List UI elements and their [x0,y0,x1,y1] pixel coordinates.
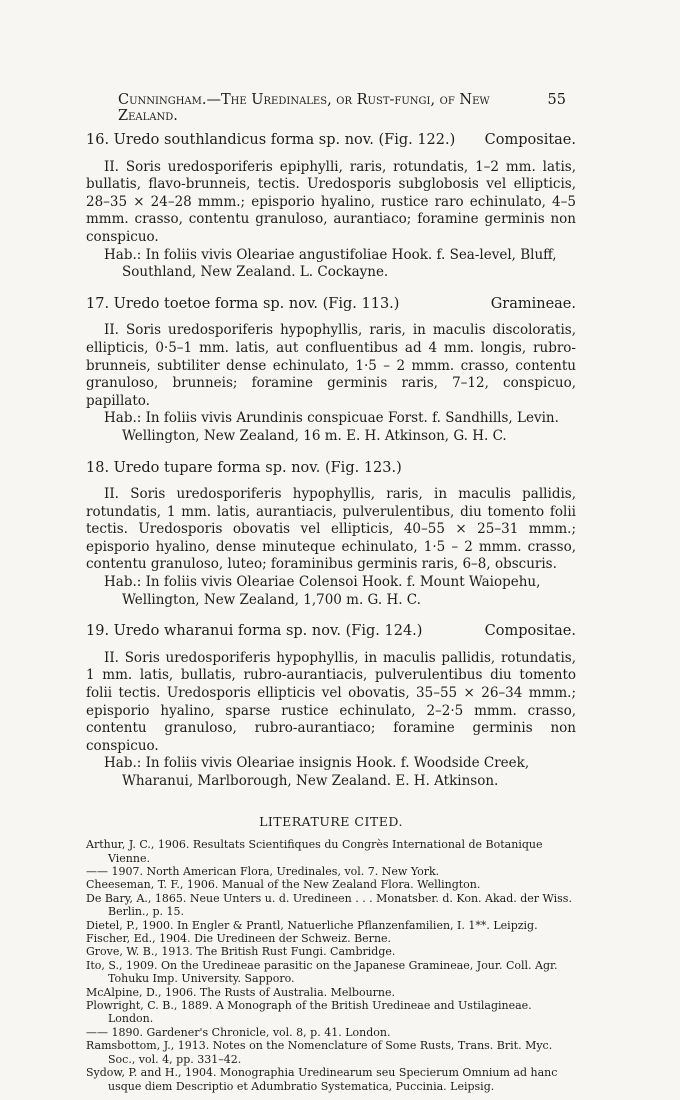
species-title: 19. Uredo wharanui forma sp. nov. (Fig. 124.) [86,623,423,640]
species-title: 16. Uredo southlandicus forma sp. nov. (Fig. 122.) [86,132,456,148]
reference-item: Dietel, P., 1900. In Engler & Prantl, Natuerliche Pflanzenfamilien, I. 1**. Leipzig. [86,918,538,932]
reference-item: —— 1907. North American Flora, Uredinales, vol. 7. New York. [86,865,440,878]
reference-item: Fischer, Ed., 1904. Die Uredineen der Schweiz. Berne. [86,932,392,946]
running-header [118,92,566,124]
species-description: II. Soris uredosporiferis hypophyllis, raris, in maculis pallidis, rotundatis, 1 mm. latis, aurantiacis, pulverulentibus, diu tomento folii tectis. Uredosporis obovatis vel ellipticis, 40–55 × 25–31 mmm.; episporio hyalino, dense minuteque echinulato, 1·5 – 2 mmm. crasso, contentu granuloso, luteo; foraminibus germinis raris, 6–8, obscuris. [86,486,576,573]
species-entry [86,623,576,790]
reference-item: Cheeseman, T. F., 1906. Manual of the New Zealand Flora. Wellington. [86,878,481,892]
species-title: 17. Uredo toetoe forma sp. nov. (Fig. 113.) [86,295,400,312]
reference-item: Sydow, P. and H., 1904. Monographia Uredinearum seu Specierum Omnium ad hanc usque diem Descriptio et Adumbratio Systematica, Puccinia. Leipsig. [86,1066,558,1093]
species-habitat: Hab.: In foliis vivis Oleariae insignis Hook. f. Woodside Creek, Wharanui, Marlborough, New Zealand. E. H. Atkinson. [104,755,530,789]
species-description: II. Soris uredosporiferis hypophyllis, raris, in maculis discoloratis, ellipticis, 0·5–1 mm. latis, aut confluentibus ad 4 mm. longis, rubro-brunneis, subtiliter dense echinulato, 1·5 – 2 mmm. crasso, contentu granuloso, brunneis; foramine germinis raris, 7–12, conspicuo, papillato. [86,322,576,409]
page-number: 55 [547,92,566,108]
species-family: Gramineae. [490,295,576,312]
species-entry [86,132,576,282]
species-description: II. Soris uredosporiferis hypophyllis, in maculis pallidis, rotundatis, 1 mm. latis, bullatis, rubro-aurantiacis, pulverulentibus diu tomento folii tectis. Uredosporis ellipticis vel obovatis, 35–55 × 26–34 mmm.; episporio hyalino, sparse rustice echinulato, 2–2·5 mmm. crasso, contentu granuloso, rubro-aurantiaco; foramine germinis non conspicuo. [86,649,576,754]
reference-item: Plowright, C. B., 1889. A Monograph of the British Uredineae and Ustilagineae. London. [86,999,532,1026]
reference-item: Ito, S., 1909. On the Uredineae parasitic on the Japanese Gramineae, Jour. Coll. Agr. Tohuku Imp. University. Sapporo. [86,958,558,986]
species-entry [86,460,576,610]
reference-list [86,838,576,1093]
literature-heading: LITERATURE CITED. [259,813,403,829]
reference-item: —— 1890. Gardener's Chronicle, vol. 8, p. 41. London. [86,1025,391,1039]
main-text [86,132,576,1093]
reference-item: Ramsbottom, J., 1913. Notes on the Nomenclature of Some Rusts, Trans. Brit. Myc. Soc., vol. 4, pp. 331–42. [86,1039,553,1066]
reference-item: De Bary, A., 1865. Neue Unters u. d. Uredineen . . . Monatsber. d. Kon. Akad. der Wiss. Berlin., p. 15. [86,891,572,919]
reference-item: Grove, W. B., 1913. The British Rust Fungi. Cambridge. [86,945,396,959]
species-habitat: Hab.: In foliis vivis Oleariae angustifoliae Hook. f. Sea-level, Bluff, Southland, New Zealand. L. Cockayne. [104,246,557,281]
reference-item: McAlpine, D., 1906. The Rusts of Australia. Melbourne. [86,985,396,999]
species-entry [86,296,576,446]
species-description: II. Soris uredosporiferis epiphylli, raris, rotundatis, 1–2 mm. latis, bullatis, flavo-brunneis, tectis. Uredosporis subglobosis vel ellipticis, 28–35 × 24–28 mmm.; episporio hyalino, rustice raro echinulato, 4–5 mmm. crasso, contentu granuloso, aurantiaco; foramine germinis non conspicuo. [86,158,576,245]
running-title: Cunningham.—The Uredinales, or Rust-fungi, of New Zealand. [118,92,490,124]
species-habitat: Hab.: In foliis vivis Arundinis conspicuae Forst. f. Sandhills, Levin. Wellington, New Zealand, 16 m. E. H. Atkinson, G. H. C. [104,410,559,444]
reference-item: Arthur, J. C., 1906. Resultats Scientifiques du Congrès International de Botanique Vienne. [86,838,543,865]
species-habitat: Hab.: In foliis vivis Oleariae Colensoi Hook. f. Mount Waiopehu, Wellington, New Zealand, 1,700 m. G. H. C. [104,574,541,608]
species-family: Compositae. [484,623,576,640]
species-family: Compositae. [484,132,576,148]
species-title: 18. Uredo tupare forma sp. nov. (Fig. 123.) [86,459,402,476]
